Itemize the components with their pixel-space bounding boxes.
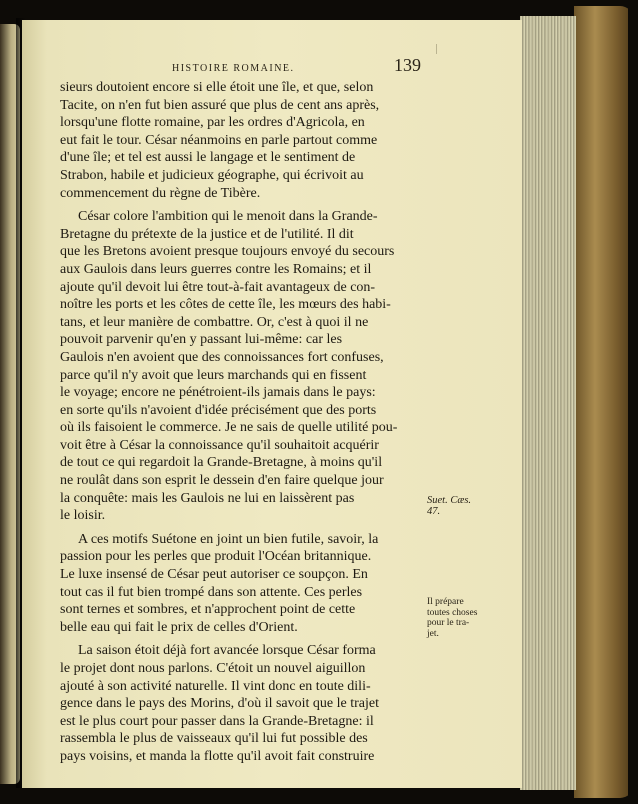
text-line: voit être à César la connoissance qu'il souhaitoit acquérir	[60, 437, 379, 453]
text-line: sieurs doutoient encore si elle étoit une île, et que, selon	[60, 80, 374, 95]
text-line: pays voisins, et manda la flotte qu'il avoit fait construire	[60, 748, 375, 764]
text-line: est le plus court pour passer dans la Grande-Bretagne: il	[60, 713, 374, 729]
page-mark	[436, 44, 439, 54]
text-line: noître les ports et les côtes de cette île, les mœurs des habi-	[60, 297, 391, 313]
text-line: lorsqu'une flotte romaine, par les ordres d'Agricola, en	[60, 115, 365, 131]
text-line: parce qu'il n'y avoit que leurs marchands qui en fissent	[60, 367, 367, 383]
margin-note-suetonius	[427, 496, 497, 517]
text-line: A ces motifs Suétone en joint un bien futile, savoir, la	[78, 531, 379, 547]
margin-note-line: pour le tra-	[427, 618, 470, 628]
text-line: gence dans le pays des Morins, d'où il savoit que le trajet	[60, 696, 379, 712]
margin-note-line: Il prépare	[427, 597, 464, 607]
text-line: où ils faisoient le commerce. Je ne sais de quelle utilité pou-	[60, 420, 398, 436]
text-line: tans, et leur manière de combattre. Or, c'est à quoi il ne	[60, 314, 369, 330]
running-head: HISTOIRE ROMAINE.	[172, 63, 295, 74]
page-number: 139	[394, 55, 421, 75]
text-line: que les Bretons avoient presque toujours envoyé du secours	[60, 244, 395, 260]
page-stack-edge	[520, 16, 576, 790]
text-line: sont ternes et sombres, et n'approchent point de cette	[60, 602, 356, 618]
text-line: eut fait le tour. César néanmoins en parle partout comme	[60, 132, 378, 148]
margin-note-line: 47.	[427, 505, 441, 517]
text-line: ne roulât dans son esprit le dessein d'en faire quelque jour	[60, 473, 384, 489]
text-line: Tacite, on n'en fut bien assuré que plus de cent ans après,	[60, 97, 380, 113]
background-edge	[628, 0, 638, 804]
margin-note-prepare	[427, 597, 497, 639]
paragraph-3	[60, 531, 424, 637]
book-cover-edge	[574, 6, 634, 798]
text-line: belle eau qui fait le prix de celles d'Orient.	[60, 619, 298, 635]
text-line: tout cas il fut bien trompé dans son attente. Ces perles	[60, 584, 363, 600]
text-line: d'une île; et tel est aussi le langage et le sentiment de	[60, 150, 356, 166]
text-line: Strabon, habile et judicieux géographe, qui écrivoit au	[60, 167, 364, 183]
text-line: Gaulois n'en avoient que des connoissances fort confuses,	[60, 349, 384, 365]
text-line: Bretagne du prétexte de la justice et de l'utilité. Il dit	[60, 226, 354, 242]
text-line: de tout ce qui regardoit la Grande-Bretagne, à moins qu'il	[60, 455, 383, 471]
text-line: le loisir.	[60, 508, 106, 524]
text-line: ajoute qu'il devoit lui être tout-à-fait avantageux de con-	[60, 279, 376, 295]
text-line: aux Gaulois dans leurs guerres contre les Romains; et il	[60, 261, 372, 277]
text-line: la conquête: mais les Gaulois ne lui en laissèrent pas	[60, 490, 355, 506]
text-line: pouvoit parvenir qu'en y passant lui-même: car les	[60, 332, 343, 348]
text-line: ajouté à son activité naturelle. Il vint donc en toute dili-	[60, 678, 371, 694]
margin-note-line: jet.	[427, 628, 439, 639]
margin-note-line: toutes choses	[427, 607, 478, 618]
text-line: César colore l'ambition qui le menoit dans la Grande-	[78, 209, 378, 225]
paragraph-1	[60, 79, 424, 202]
text-line: rassembla le plus de vaisseaux qu'il lui fut possible des	[60, 731, 368, 747]
text-line: le voyage; encore ne pénétroient-ils jamais dans le pays:	[60, 385, 376, 401]
text-line: le projet dont nous parlons. C'étoit un nouvel aiguillon	[60, 661, 366, 676]
text-line: Le luxe insensé de César peut autoriser ce soupçon. En	[60, 567, 368, 583]
text-line: La saison étoit déjà fort avancée lorsque César forma	[78, 643, 376, 659]
margin-note-line: Suet. Cæs.	[427, 495, 472, 506]
body-text	[60, 79, 424, 766]
text-line: commencement du règne de Tibère.	[60, 185, 261, 201]
text-line: en sorte qu'ils n'avoient d'idée précisément que des ports	[60, 402, 377, 418]
paragraph-4	[60, 642, 424, 765]
text-line: passion pour les perles que produit l'Océan britannique.	[60, 549, 372, 565]
paragraph-2	[60, 208, 424, 525]
